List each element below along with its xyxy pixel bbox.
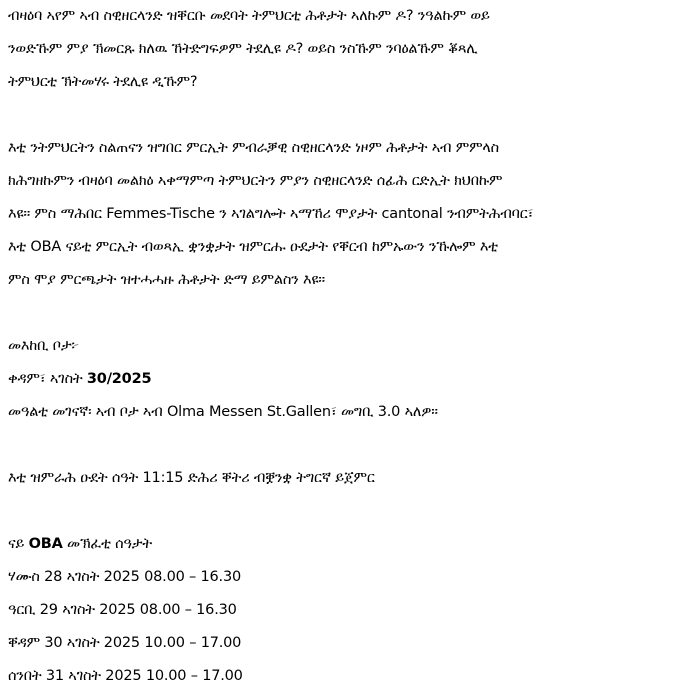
body-line-2: ክሕግዘኩምን ብዛዕባ መልክዕ ኣቀማምጣ ትምህርትን ምያን ስዊዘርላንድ ሰፊሕ ርድኢት ክህበኩም (8, 173, 503, 189)
paragraph-gap (8, 297, 678, 330)
body-line-1: እቲ ንትምህርትን ስልጠናን ዝግበር ምርኢት ምብራቓዊ ስዊዘርላንድ ነዞም ሕቶታት ኣብ ምምላስ (8, 140, 499, 156)
location-heading: መእከቢ ቦታ፦ (8, 338, 79, 354)
body-line-4: እቲ OBA ናይቲ ምርኢት ብወጻኢ ቋንቋታት ዝምርሑ ዑደታት የቐርብ ከምኡውን ንኹሎም እቲ (8, 239, 498, 255)
date-label: ቀዳም፣ ኣገስት (8, 371, 87, 387)
tour-info: እቲ ዝምራሕ ዑደት ሰዓት 11:15 ድሕሪ ቐትሪ ብቛንቋ ትግርኛ ይጀምር (8, 470, 375, 486)
hours-row: ቐዳም 30 ኣገስት 2025 10.00 – 17.00 (8, 635, 242, 651)
date-value: 30/2025 (86, 371, 152, 387)
body-line-5: ምስ ሞያ ምርጫታት ዝተሓሓዙ ሕቶታት ድማ ይምልስን እዩ። (8, 272, 325, 288)
hours-heading (8, 528, 678, 561)
body-line-3: እዩ። ምስ ማሕበር Femmes-Tische ን ኣገልግሎት ኣማኸሪ ሞያታት cantonal ንብምትሕብባር፣ (8, 206, 534, 222)
intro-line-1: ብዛዕባ ኣየም ኣብ ስዊዘርላንድ ዝቐርቡ መደባት ትምህርቲ ሕቶታት ኣለኩም ዶ? ንዓልኩም ወይ (8, 8, 490, 24)
document-body (8, 0, 678, 693)
location-date (8, 363, 678, 396)
hours-row: ሰንበት 31 ኣገስት 2025 10.00 – 17.00 (8, 668, 243, 684)
paragraph-gap (8, 99, 678, 132)
meeting-point: መዓልቲ መገናኛ፡ ኣብ ቦታ ኣብ Olma Messen St.Gallen፣ መግቢ 3.0 ኣለዎ። (8, 404, 438, 420)
paragraph-gap (8, 429, 678, 462)
paragraph-gap (8, 495, 678, 528)
hours-row: ዓርቢ 29 ኣገስት 2025 08.00 – 16.30 (8, 602, 237, 618)
intro-line-3: ትምህርቲ ኽትመሃሩ ትደሊዩ ዲኹም? (8, 74, 198, 90)
hours-heading-oba: OBA (28, 536, 63, 552)
hours-heading-prefix: ናይ (8, 536, 29, 552)
intro-line-2: ንወድኹም ምያ ኽመርጹ ክለዉ ኸትድግፍዎም ትደሊዩ ዶ? ወይስ ንስኹም ንባዕልኹም ቖጻሊ (8, 41, 478, 57)
hours-heading-suffix: መኽፈቲ ሰዓታት (62, 536, 153, 552)
hours-row: ሃሙስ 28 ኣገስት 2025 08.00 – 16.30 (8, 569, 242, 585)
